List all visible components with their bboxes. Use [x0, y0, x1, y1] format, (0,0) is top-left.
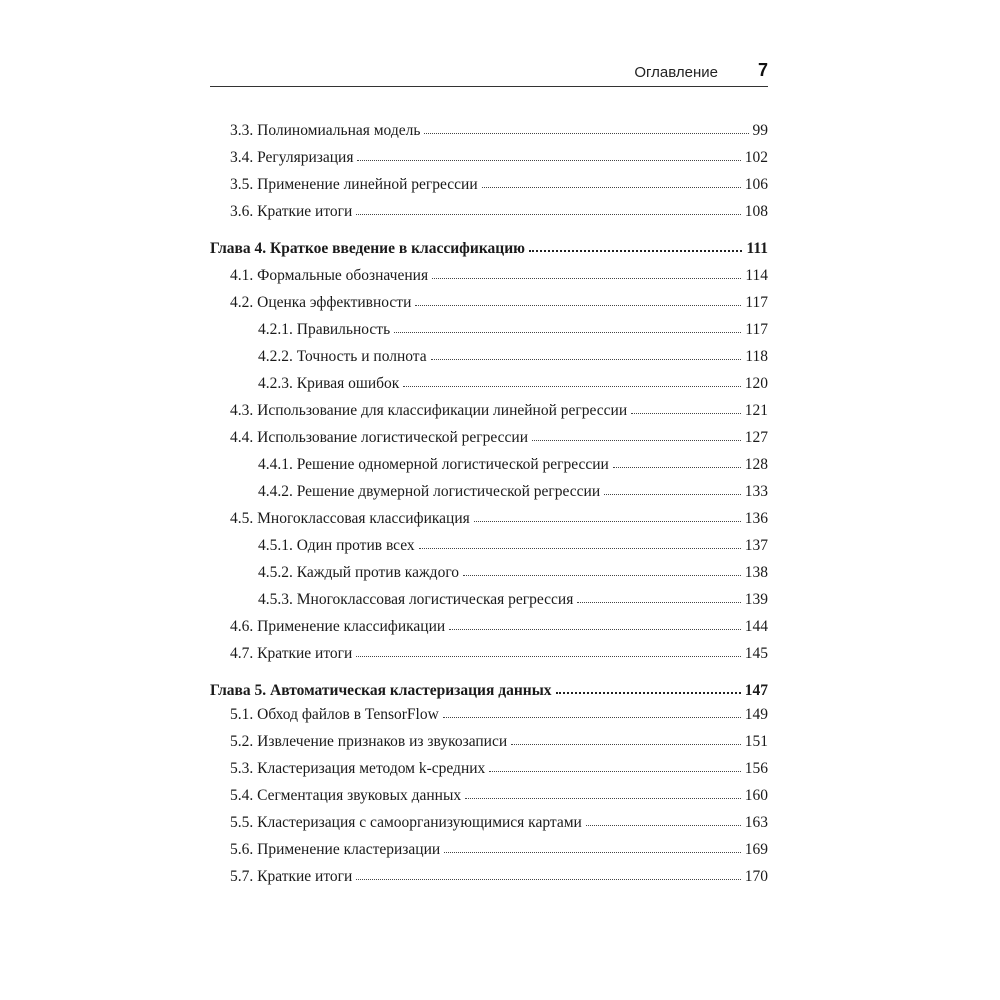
toc-entry-title: 4.5. Многоклассовая классификация — [230, 510, 470, 527]
toc-entry — [230, 704, 768, 726]
toc-entry — [230, 201, 768, 223]
toc-entry-title: 4.2.1. Правильность — [258, 321, 391, 338]
toc-chapter-entry — [210, 238, 768, 260]
toc-entry-title: 5.4. Сегментация звуковых данных — [230, 787, 462, 804]
toc-entry-title: 5.3. Кластеризация методом k-средних — [230, 760, 486, 777]
dot-leader — [529, 249, 742, 252]
toc-entry-page: 106 — [744, 176, 768, 193]
toc-entry-page: 114 — [745, 267, 768, 284]
toc-entry — [258, 535, 768, 557]
toc-entry — [230, 758, 768, 780]
toc-entry — [230, 616, 768, 638]
toc-entry — [230, 120, 768, 142]
dot-leader — [394, 331, 741, 333]
toc-entry-page: 145 — [744, 645, 768, 662]
toc-entry — [258, 562, 768, 584]
toc-entry-page: 136 — [744, 510, 768, 527]
toc-entry — [258, 481, 768, 503]
toc-entry-title: 4.5.3. Многоклассовая логистическая регрессия — [258, 591, 574, 608]
dot-leader — [444, 851, 741, 853]
dot-leader — [443, 716, 741, 718]
dot-leader — [465, 797, 741, 799]
toc-entry — [230, 265, 768, 287]
toc-entry-page: 99 — [752, 122, 768, 139]
toc-entry — [230, 292, 768, 314]
toc-entry-page: 144 — [744, 618, 768, 635]
toc-entry — [230, 427, 768, 449]
toc-entry-title: 3.3. Полиномиальная модель — [230, 122, 421, 139]
dot-leader — [403, 385, 740, 387]
toc-entry-title: 4.2. Оценка эффективности — [230, 294, 412, 311]
toc-entry-page: 120 — [744, 375, 768, 392]
toc-entry-title: 4.7. Краткие итоги — [230, 645, 353, 662]
running-head — [210, 58, 768, 87]
toc-entry-page: 121 — [744, 402, 768, 419]
toc-entry-page: 117 — [745, 321, 768, 338]
toc-entry-title: Глава 4. Краткое введение в классификацию — [210, 240, 525, 257]
dot-leader — [489, 770, 740, 772]
dot-leader — [356, 655, 740, 657]
toc-entry-page: 127 — [744, 429, 768, 446]
dot-leader — [556, 691, 741, 694]
toc-entry-page: 137 — [744, 537, 768, 554]
dot-leader — [431, 358, 742, 360]
dot-leader — [424, 132, 748, 134]
toc-entry — [230, 812, 768, 834]
toc-entry-title: 4.5.2. Каждый против каждого — [258, 564, 460, 581]
dot-leader — [532, 439, 741, 441]
dot-leader — [356, 213, 740, 215]
toc-entry-title: 4.4.2. Решение двумерной логистической регрессии — [258, 483, 601, 500]
page-number: 7 — [757, 60, 768, 80]
toc-entry — [230, 839, 768, 861]
toc-entry-page: 118 — [745, 348, 768, 365]
toc-entry — [258, 319, 768, 341]
dot-leader — [474, 520, 741, 522]
toc-entry-title: 5.6. Применение кластеризации — [230, 841, 441, 858]
toc-entry-title: 3.6. Краткие итоги — [230, 203, 353, 220]
toc-entry — [258, 454, 768, 476]
toc-entry-page: 111 — [746, 240, 768, 257]
dot-leader — [432, 277, 741, 279]
toc-entry — [230, 731, 768, 753]
dot-leader — [577, 601, 740, 603]
toc-entry-page: 163 — [744, 814, 768, 831]
toc-entry-page: 170 — [744, 868, 768, 885]
toc-entry-page: 133 — [744, 483, 768, 500]
toc-entry-page: 156 — [744, 760, 768, 777]
dot-leader — [511, 743, 741, 745]
toc-entry-page: 128 — [744, 456, 768, 473]
toc-entry-title: 4.6. Применение классификации — [230, 618, 446, 635]
dot-leader — [415, 304, 741, 306]
toc-entry-title: Глава 5. Автоматическая кластеризация данных — [210, 682, 552, 699]
dot-leader — [604, 493, 741, 495]
dot-leader — [586, 824, 741, 826]
toc-entry-title: 4.5.1. Один против всех — [258, 537, 415, 554]
toc-entry-page: 108 — [744, 203, 768, 220]
toc-entry — [230, 785, 768, 807]
toc-entry-title: 4.2.2. Точность и полнота — [258, 348, 427, 365]
toc-entry-title: 4.3. Использование для классификации линейной регрессии — [230, 402, 628, 419]
toc-entry — [230, 400, 768, 422]
toc-entry-title: 5.5. Кластеризация с самоорганизующимися картами — [230, 814, 582, 831]
toc-chapter-entry — [210, 680, 768, 702]
toc-entry-title: 4.4.1. Решение одномерной логистической регрессии — [258, 456, 609, 473]
dot-leader — [449, 628, 741, 630]
toc-entry-page: 138 — [744, 564, 768, 581]
toc-entry — [258, 373, 768, 395]
toc-entry-page: 160 — [744, 787, 768, 804]
toc-entry-title: 4.2.3. Кривая ошибок — [258, 375, 400, 392]
dot-leader — [631, 412, 741, 414]
dot-leader — [357, 159, 740, 161]
toc-entry-page: 169 — [744, 841, 768, 858]
dot-leader — [482, 186, 741, 188]
dot-leader — [463, 574, 741, 576]
dot-leader — [419, 547, 741, 549]
toc-entry — [230, 147, 768, 169]
toc-entry-page: 102 — [744, 149, 768, 166]
toc-entry-title: 4.1. Формальные обозначения — [230, 267, 429, 284]
toc-entry-page: 117 — [745, 294, 768, 311]
dot-leader — [613, 466, 741, 468]
toc-entry — [258, 346, 768, 368]
toc-entry-title: 3.4. Регуляризация — [230, 149, 354, 166]
toc-entry — [230, 643, 768, 665]
toc-entry — [230, 508, 768, 530]
dot-leader — [356, 878, 740, 880]
toc-entry-page: 147 — [744, 682, 768, 699]
toc-entry-page: 151 — [744, 733, 768, 750]
toc-entry-page: 139 — [744, 591, 768, 608]
toc-entry — [230, 866, 768, 888]
toc-entry-title: 5.1. Обход файлов в TensorFlow — [230, 706, 439, 723]
toc-entry-title: 5.7. Краткие итоги — [230, 868, 353, 885]
toc-entry-title: 4.4. Использование логистической регрессии — [230, 429, 529, 446]
toc-entry — [258, 589, 768, 611]
toc-entry — [230, 174, 768, 196]
toc-entry-page: 149 — [744, 706, 768, 723]
running-head-title: Оглавление — [634, 64, 718, 81]
toc-entry-title: 5.2. Извлечение признаков из звукозаписи — [230, 733, 508, 750]
toc-entry-title: 3.5. Применение линейной регрессии — [230, 176, 478, 193]
